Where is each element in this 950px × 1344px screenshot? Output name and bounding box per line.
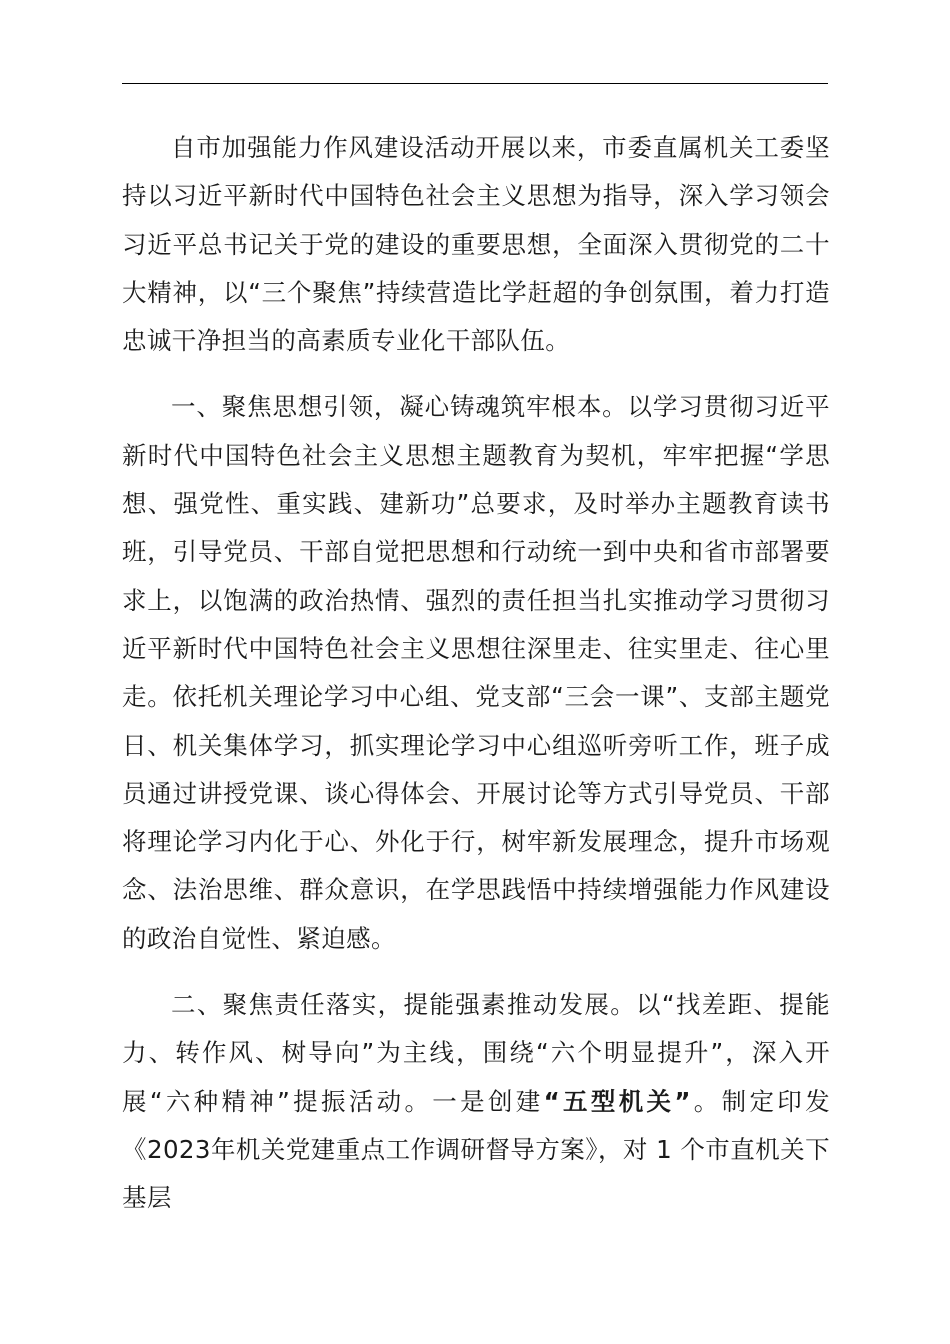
section-two-paragraph [122,981,830,1222]
intro-paragraph-text: 自市加强能力作风建设活动开展以来，市委直属机关工委坚持以习近平新时代中国特色社会主义思想为指导，深入学习领会习近平总书记关于党的建设的重要思想，全面深入贯彻党的二十大精神，以“三个聚焦”持续营造比学赶超的争创氛围，着力打造忠诚干净担当的高素质专业化干部队伍。 [122,133,830,356]
section-one-paragraph [122,383,830,963]
header-rule [122,83,828,84]
document-body [122,124,830,1223]
section-one-heading: 一、聚焦思想引领，凝心铸魂筑牢根本。 [171,392,628,422]
section-two-heading: 二、聚焦责任落实，提能强素推动发展。 [171,990,637,1020]
section-two-text-b: 。制定印发《2023年机关党建重点工作调研督导方案》，对 1 个市直机关下基层 [122,1086,831,1213]
section-two-emphasis: “五型机关” [543,1086,691,1116]
intro-paragraph [122,124,830,365]
section-one-text: 以学习贯彻习近平新时代中国特色社会主义思想主题教育为契机，牢牢把握“学思想、强党性、重实践、建新功”总要求，及时举办主题教育读书班，引导党员、干部自觉把思想和行动统一到中央和省市部署要求上，以饱满的政治热情、强烈的责任担当扎实推动学习贯彻习近平新时代中国特色社会主义思想往深里走、往实里走、往心里走。依托机关理论学习中心组、党支部“三会一课”、支部主题党日、机关集体学习，抓实理论学习中心组巡听旁听工作，班子成员通过讲授党课、谈心得体会、开展讨论等方式引导党员、干部将理论学习内化于心、外化于行，树牢新发展理念，提升市场观念、法治思维、群众意识，在学思践悟中持续增强能力作风建设的政治自觉性、紧迫感。 [122,392,830,953]
section-two-text-a: 以“找差距、提能力、转作风、树导向”为主线，围绕“六个明显提升”，深入开展“六种精神”提振活动。一是创建 [122,990,830,1116]
